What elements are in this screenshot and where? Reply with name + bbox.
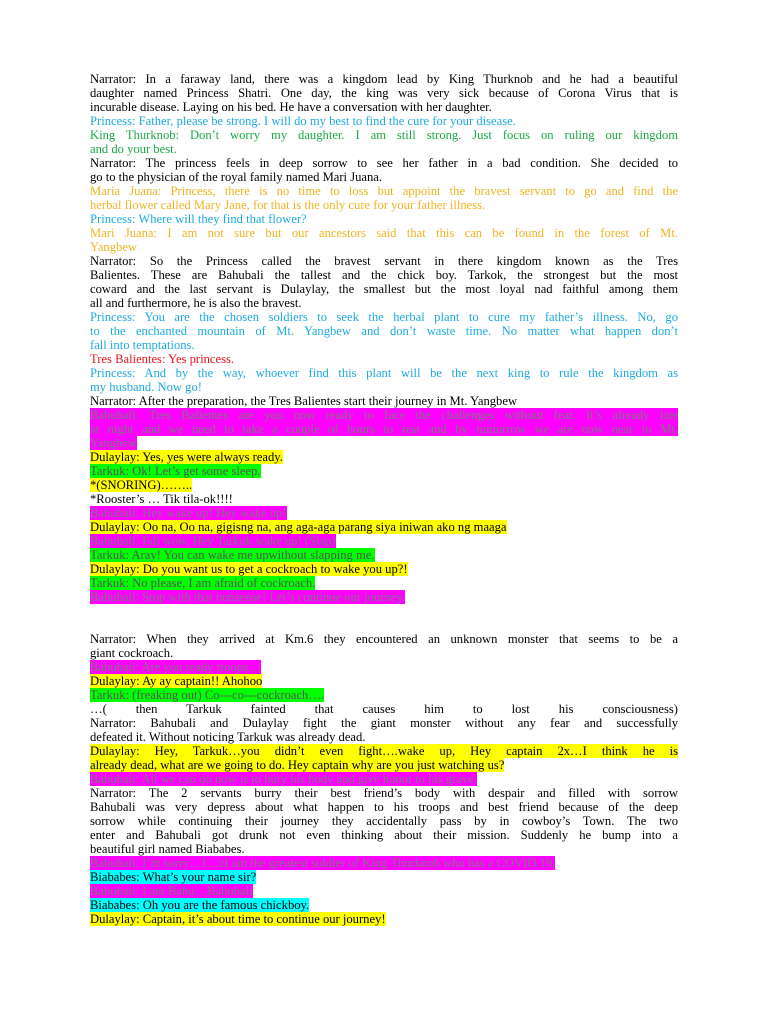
script-line <box>90 520 678 534</box>
script-line: Princess: Father, please be strong. I will do my best to find the cure for your disease. <box>90 114 516 128</box>
script-line <box>90 856 678 870</box>
script-line: Narrator: After the preparation, the Tres Balientes start their journey in Mt. Yangbew <box>90 394 518 408</box>
dialogue-highlight: Tarkuk: (freaking out) Co---co---cockroach…. <box>90 688 325 702</box>
script-line: Narrator: Bahubali and Dulaylay fight the giant monster without any fear and successfully <box>90 716 678 730</box>
dialogue-highlight: Biababes: Oh you are the famous chickboy. <box>90 898 310 912</box>
script-line: Mari Juana: I am not sure but our ancestors said that this can be found in the forest of Mt. <box>90 226 678 240</box>
script-line: King Thurknob: Don’t worry my daughter. I am still strong. Just focus on ruling our kingdom <box>90 128 678 142</box>
script-line <box>90 562 678 576</box>
script-line: defeated it. Without noticing Tarkuk was already dead. <box>90 730 366 744</box>
dialogue-highlight: Bahubali: Edi wow, Hey Tarkuk wake up! (Slap) <box>90 534 336 548</box>
dialogue-highlight: Tarkuk: No please, I am afraid of cockroach. <box>90 576 316 590</box>
script-line: Narrator: When they arrived at Km.6 they encountered an unknown monster that seems to be a <box>90 632 678 646</box>
script-line: enter and Bahubali got drunk not even thinking about their mission. Suddenly he bump into a <box>90 828 678 842</box>
dialogue-highlight: Bahubali: I’m sorry…I…zI am the greatest soldier of King Thurknob who has a COVID 19. <box>90 856 556 870</box>
script-line: go to the physician of the royal family named Mari Juana. <box>90 170 383 184</box>
dialogue-highlight: *(SNORING)…….. <box>90 478 193 492</box>
script-line <box>90 436 678 450</box>
script-line <box>90 884 678 898</box>
script-line: Princess: You are the chosen soldiers to seek the herbal plant to cure my father’s illness. No, go <box>90 310 678 324</box>
dialogue-highlight: Tarkuk: Ok! Let’s get some sleep. <box>90 464 261 478</box>
dialogue-highlight: Bahubali: Stop with that nonsense! Let’s continue our journey. <box>90 590 406 604</box>
dialogue-highlight: Bahubali: I am Bahu…Bahubali <box>90 884 253 898</box>
dialogue-highlight: Bahubali: Hey wake up! Hey wake up! <box>90 506 287 520</box>
dialogue-highlight: Dulaylay: Do you want us to get a cockroach to wake you up?! <box>90 562 408 576</box>
script-line: *Rooster’s … Tik tila-ok!!!! <box>90 492 233 506</box>
script-line: Tres Balientes: Yes princess. <box>90 352 235 366</box>
script-line: fall into temptations. <box>90 338 195 352</box>
dialogue-highlight: Biababes: What’s your name sir? <box>90 870 257 884</box>
script-line: Princess: And by the way, whoever find this plant will be the next king to rule the kingdom as <box>90 366 678 380</box>
script-line: all and furthermore, he is also the bravest. <box>90 296 302 310</box>
dialogue-highlight: already dead, what are we going to do. Hey captain why are you just watching us? <box>90 758 505 772</box>
script-line <box>90 478 678 492</box>
script-line: Narrator: In a faraway land, there was a kingdom lead by King Thurknob and he had a beautiful <box>90 72 678 86</box>
script-line: incurable disease. Laying on his bed. He have a conversation with her daughter. <box>90 100 492 114</box>
script-line <box>90 548 678 562</box>
dialogue-highlight: Dulaylay: Captain, it’s about time to continue our journey! <box>90 912 386 926</box>
script-line: coward and the last servant is Dulaylay, the smallest but the most loyal nad faithful among them <box>90 282 678 296</box>
script-line <box>90 674 678 688</box>
script-line <box>90 660 678 674</box>
script-line: Bahubali was very depress about what happen to his troops and best friend because of the deep <box>90 800 678 814</box>
script-line: to the enchanted mountain of Mt. Yangbew and don’t waste time. No matter what happen don’t <box>90 324 678 338</box>
script-line: …( then Tarkuk fainted that causes him to lost his consciousness) <box>90 702 678 716</box>
script-document <box>90 72 678 926</box>
script-line: Maria Juana: Princess, there is no time to loss but appoint the bravest servant to go and find the <box>90 184 678 198</box>
script-line: sorrow while continuing their journey they accidentally pass by in cowboy’s Town. The two <box>90 814 678 828</box>
dialogue-highlight: Yangbew <box>90 436 137 450</box>
script-line: Balientes. These are Bahubali the tallest and the chick boy. Tarkok, the strongest but the most <box>90 268 678 282</box>
script-line <box>90 758 678 772</box>
script-line: my husband. Now go! <box>90 380 202 394</box>
script-line: beautiful girl named Biababes. <box>90 842 245 856</box>
script-line <box>90 898 678 912</box>
script-line: giant cockroach. <box>90 646 174 660</box>
script-line <box>90 912 678 926</box>
blank-gap <box>90 604 678 632</box>
script-line: Dulaylay: Hey, Tarkuk…you didn’t even fight….wake up, Hey captain 2x…I think he is <box>90 744 678 758</box>
script-line <box>90 688 678 702</box>
dialogue-highlight: Tarkuk: Aray! You can wake me upwithout slapping me. <box>90 548 375 562</box>
script-line <box>90 464 678 478</box>
script-line <box>90 590 678 604</box>
dialogue-highlight: Bahubali: Are you ready troops… <box>90 660 261 674</box>
script-line <box>90 576 678 590</box>
dialogue-highlight: Dulaylay: Yes, yes were always ready. <box>90 450 283 464</box>
script-line <box>90 450 678 464</box>
script-line: Narrator: The 2 servants burry their best friend’s body with despair and filled with sorrow <box>90 786 678 800</box>
dialogue-highlight: Bahubali: All we can do now is to bury his body and give honor to his grave. <box>90 772 478 786</box>
script-line <box>90 534 678 548</box>
script-line <box>90 870 678 884</box>
dialogue-highlight: Dulaylay: Oo na, Oo na, gigisng na, ang aga-aga parang siya iniwan ako ng maaga <box>90 520 507 534</box>
script-line: daughter named Princess Shatri. One day, the king was very sick because of Corona Virus that is <box>90 86 678 100</box>
script-line: Princess: Where will they find that flower? <box>90 212 307 226</box>
script-line: Yangbew <box>90 240 137 254</box>
script-line: Bahubali: Tres Balientes are you now ready to face the challenges without fear. It’s already late <box>90 408 678 422</box>
script-line: Narrator: So the Princess called the bravest servant in there kingdom known as the Tres <box>90 254 678 268</box>
script-line: and do your best. <box>90 142 177 156</box>
script-line: at night and we need to take a couple of hours to rest and by tomorrow we are now near to Mt. <box>90 422 678 436</box>
script-line: herbal flower called Mary Jane, for that is the only cure for your father illness. <box>90 198 486 212</box>
dialogue-highlight: Dulaylay: Ay ay captain!! Ahohoo <box>90 674 263 688</box>
script-line <box>90 772 678 786</box>
script-line: Narrator: The princess feels in deep sorrow to see her father in a bad condition. She decided to <box>90 156 678 170</box>
script-line <box>90 506 678 520</box>
